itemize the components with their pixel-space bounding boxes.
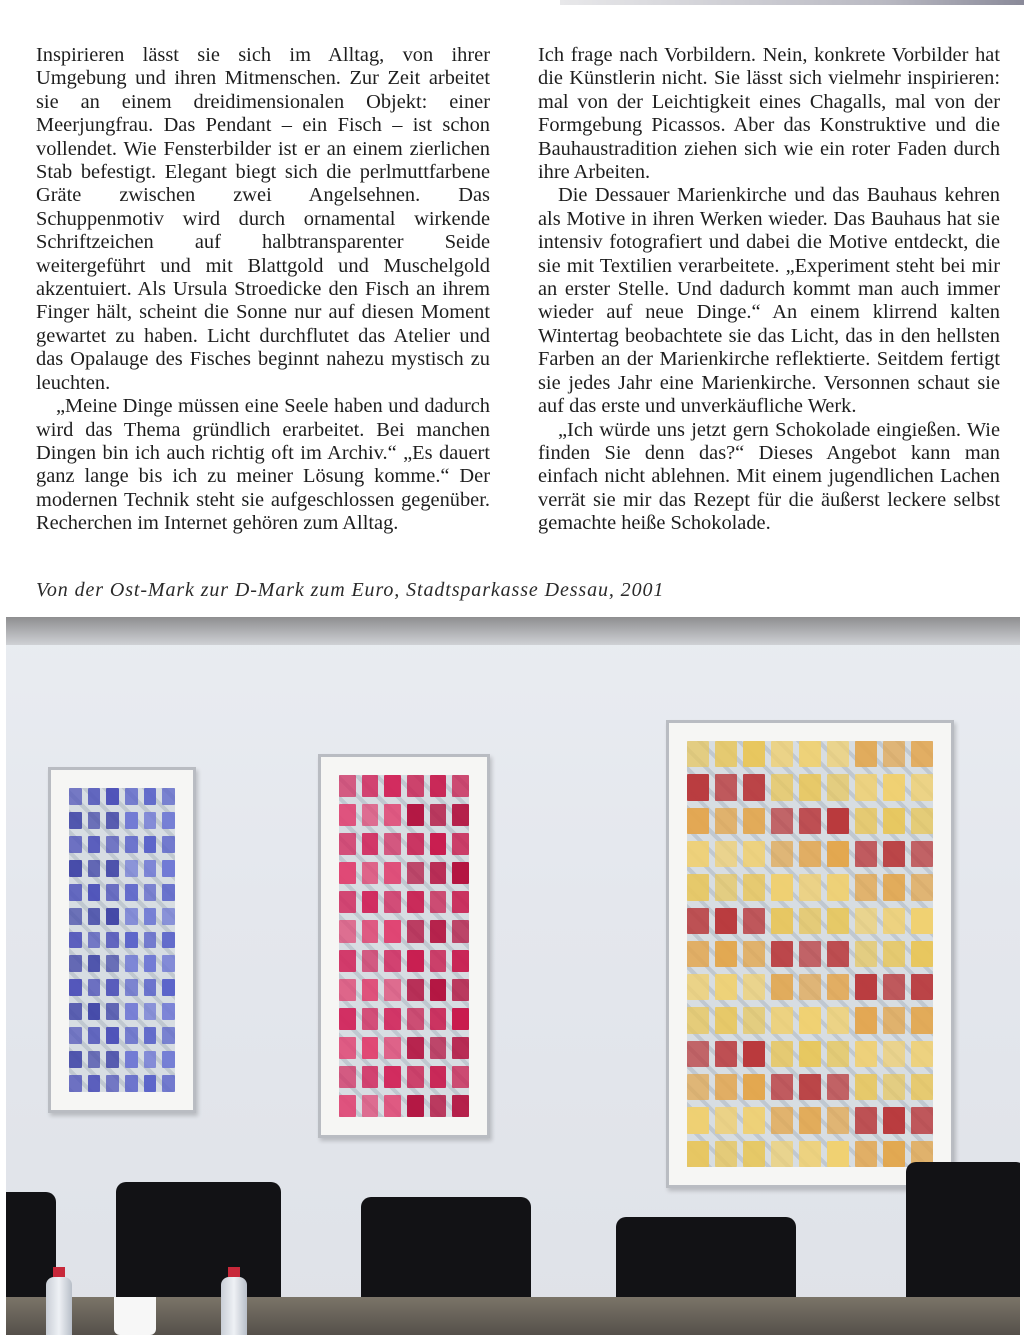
artwork-tile [827, 774, 849, 800]
artwork-tile [827, 1074, 849, 1100]
framed-artwork-blue [48, 767, 196, 1113]
artwork-tile [452, 1066, 469, 1088]
artwork-tile [106, 932, 119, 949]
artwork-tile [125, 1027, 138, 1044]
artwork-tile [452, 833, 469, 855]
artwork-tile [339, 979, 356, 1001]
artwork-tile [430, 1095, 447, 1117]
artwork-tile [69, 908, 82, 925]
artwork-tile [827, 908, 849, 934]
artwork-tile [362, 1066, 379, 1088]
artwork-tile [743, 974, 765, 1000]
artwork-tile [799, 1041, 821, 1067]
artwork-tile [144, 884, 157, 901]
artwork-tile [384, 891, 401, 913]
artwork-tile [911, 741, 933, 767]
artwork-tile [125, 788, 138, 805]
artwork-tile [743, 1107, 765, 1133]
artwork-tile [88, 836, 101, 853]
artwork-tile [911, 1007, 933, 1033]
artwork-tile [339, 775, 356, 797]
artwork-tile [69, 788, 82, 805]
artwork-tile [827, 741, 849, 767]
artwork-tile [362, 979, 379, 1001]
artwork-canvas [69, 788, 175, 1092]
artwork-tile [430, 1037, 447, 1059]
water-bottle [46, 1277, 72, 1335]
artwork-tile [162, 860, 175, 877]
artwork-tile [144, 836, 157, 853]
artwork-tile [883, 774, 905, 800]
artwork-tile [362, 1037, 379, 1059]
artwork-tile [799, 974, 821, 1000]
artwork-tile [106, 1075, 119, 1092]
artwork-tile [88, 1051, 101, 1068]
artwork-tile [88, 1003, 101, 1020]
artwork-tile [362, 804, 379, 826]
artwork-tile [144, 908, 157, 925]
artwork-tile [771, 774, 793, 800]
artwork-tile [452, 979, 469, 1001]
artwork-tile [407, 891, 424, 913]
artwork-tile [715, 1074, 737, 1100]
framed-artwork-yellow [666, 720, 954, 1188]
artwork-tile [162, 932, 175, 949]
artwork-tile [339, 1008, 356, 1030]
artwork-tile [743, 741, 765, 767]
artwork-tile [88, 788, 101, 805]
artwork-tile [362, 891, 379, 913]
artwork-tile [144, 1075, 157, 1092]
artwork-tile [339, 920, 356, 942]
artwork-tile [855, 908, 877, 934]
artwork-tile [687, 808, 709, 834]
artwork-tile [855, 1107, 877, 1133]
artwork-tile [855, 774, 877, 800]
artwork-tile [384, 775, 401, 797]
artwork-tile [687, 741, 709, 767]
artwork-tile [162, 836, 175, 853]
artwork-tile [855, 1007, 877, 1033]
artwork-tile [384, 1037, 401, 1059]
artwork-tile [911, 808, 933, 834]
artwork-tile [452, 891, 469, 913]
artwork-tile [430, 979, 447, 1001]
artwork-tile [362, 862, 379, 884]
artwork-tile [883, 1141, 905, 1167]
coffee-cup [114, 1297, 156, 1335]
artwork-tile [162, 788, 175, 805]
artwork-tile [407, 920, 424, 942]
artwork-tile [362, 833, 379, 855]
artwork-tile [362, 1008, 379, 1030]
artwork-tile [911, 774, 933, 800]
artwork-tile [407, 833, 424, 855]
artwork-tile [144, 1027, 157, 1044]
artwork-tile [106, 1051, 119, 1068]
framed-artwork-red [318, 754, 490, 1138]
artwork-tile [407, 1008, 424, 1030]
artwork-tile [715, 974, 737, 1000]
artwork-tile [799, 1074, 821, 1100]
artwork-tile [430, 804, 447, 826]
artwork-tile [384, 1066, 401, 1088]
paragraph: Ich frage nach Vorbildern. Nein, konkrete Vorbilder hat die Künstlerin nicht. Sie lässt sich vielmehr inspirieren: mal von der Leichtigkeit eines Chagalls, mal von der Formgebung Picassos. Aber das Konstruktive und die Bauhaustradition ziehen sich wie ein roter Faden durch ihre Arbeiten. [538, 44, 1000, 184]
artwork-tile [162, 1051, 175, 1068]
artwork-tile [743, 1141, 765, 1167]
artwork-tile [162, 979, 175, 996]
artwork-tile [430, 1008, 447, 1030]
artwork-tile [125, 1051, 138, 1068]
artwork-tile [687, 1007, 709, 1033]
artwork-tile [430, 833, 447, 855]
artwork-tile [799, 741, 821, 767]
artwork-tile [799, 874, 821, 900]
paragraph: Inspirieren lässt sie sich im Alltag, von ihrer Umgebung und ihren Mitmenschen. Zur Zeit arbeitet sie an einem dreidimensionalen Objekt: einer Meerjungfrau. Das Pendant – ein Fisch – ist schon vollendet. Wie Fensterbilder ist er an einem zierlichen Stab befestigt. Elegant biegt sich die perlmuttfarbene Gräte zwischen zwei Angelsehnen. Das Schuppenmotiv wird durch ornamental wirkende Schriftzeichen auf halbtransparenter Seide weitergeführt und mit Blattgold und Muschelgold akzentuiert. Als Ursula Stroedicke den Fisch an ihrem Finger hält, scheint die Sonne nur auf diesen Moment gewartet zu haben. Licht durchflutet das Atelier und das Opalauge des Fisches beginnt nahezu mystisch zu leuchten. [36, 44, 490, 394]
artwork-tile [743, 941, 765, 967]
artwork-tile [452, 1095, 469, 1117]
artwork-tile [743, 874, 765, 900]
artwork-tile [125, 836, 138, 853]
chair [116, 1182, 281, 1302]
artwork-tile [407, 979, 424, 1001]
artwork-tile [799, 808, 821, 834]
artwork-tile [452, 1037, 469, 1059]
artwork-tile [162, 884, 175, 901]
artwork-tile [743, 808, 765, 834]
artwork-tile [106, 836, 119, 853]
chair [361, 1197, 531, 1309]
artwork-tile [687, 774, 709, 800]
artwork-tile [715, 941, 737, 967]
artwork-tile [743, 1041, 765, 1067]
artwork-tile [339, 1066, 356, 1088]
artwork-tile [743, 841, 765, 867]
artwork-tile [827, 1107, 849, 1133]
artwork-tile [125, 955, 138, 972]
artwork-tile [106, 908, 119, 925]
artwork-tile [162, 908, 175, 925]
artwork-tile [69, 955, 82, 972]
artwork-tile [687, 874, 709, 900]
artwork-tile [743, 774, 765, 800]
artwork-tile [384, 862, 401, 884]
artwork-tile [88, 884, 101, 901]
artwork-tile [911, 1107, 933, 1133]
artwork-tile [430, 891, 447, 913]
gallery-photo [6, 617, 1020, 1335]
artwork-tile [125, 979, 138, 996]
artwork-tile [883, 1074, 905, 1100]
artwork-tile [911, 941, 933, 967]
artwork-tile [125, 884, 138, 901]
artwork-tile [452, 804, 469, 826]
artwork-tile [715, 841, 737, 867]
artwork-tile [799, 774, 821, 800]
artwork-tile [827, 1007, 849, 1033]
artwork-tile [911, 1041, 933, 1067]
artwork-tile [339, 891, 356, 913]
artwork-tile [69, 932, 82, 949]
artwork-tile [339, 804, 356, 826]
photo-caption: Von der Ost-Mark zur D-Mark zum Euro, Stadtsparkasse Dessau, 2001 [36, 579, 665, 601]
artwork-tile [911, 974, 933, 1000]
artwork-tile [144, 812, 157, 829]
artwork-tile [452, 950, 469, 972]
artwork-tile [743, 1074, 765, 1100]
artwork-tile [384, 804, 401, 826]
artwork-tile [69, 860, 82, 877]
artwork-tile [430, 862, 447, 884]
artwork-tile [855, 941, 877, 967]
artwork-tile [106, 979, 119, 996]
artwork-tile [452, 1008, 469, 1030]
text-column-right [538, 44, 1000, 536]
artwork-tile [855, 874, 877, 900]
artwork-tile [144, 932, 157, 949]
artwork-tile [88, 908, 101, 925]
artwork-tile [88, 1027, 101, 1044]
artwork-tile [362, 775, 379, 797]
artwork-tile [407, 1037, 424, 1059]
artwork-tile [799, 1141, 821, 1167]
paragraph: „Ich würde uns jetzt gern Schokolade eingießen. Wie finden Sie denn das?“ Dieses Angebot kann man einfach nicht ablehnen. Mit einem jugendlichen Lachen verrät sie mir das Rezept für die äußerst leckere selbst gemachte heiße Schokolade. [538, 418, 1000, 535]
artwork-tile [799, 1107, 821, 1133]
artwork-tile [883, 874, 905, 900]
artwork-tile [687, 1074, 709, 1100]
artwork-tile [883, 1041, 905, 1067]
artwork-tile [407, 775, 424, 797]
artwork-tile [911, 874, 933, 900]
artwork-tile [452, 920, 469, 942]
artwork-tile [771, 1074, 793, 1100]
artwork-tile [883, 974, 905, 1000]
artwork-tile [125, 860, 138, 877]
artwork-tile [883, 841, 905, 867]
artwork-tile [771, 841, 793, 867]
artwork-tile [715, 1041, 737, 1067]
artwork-tile [69, 1075, 82, 1092]
artwork-tile [125, 1003, 138, 1020]
artwork-tile [771, 1107, 793, 1133]
artwork-tile [106, 1027, 119, 1044]
artwork-tile [162, 1003, 175, 1020]
artwork-tile [771, 874, 793, 900]
artwork-tile [88, 979, 101, 996]
artwork-tile [771, 1041, 793, 1067]
artwork-tile [69, 1027, 82, 1044]
artwork-tile [715, 1107, 737, 1133]
artwork-tile [883, 1007, 905, 1033]
artwork-tile [384, 1008, 401, 1030]
artwork-tile [430, 920, 447, 942]
artwork-tile [162, 955, 175, 972]
artwork-tile [162, 1075, 175, 1092]
artwork-tile [69, 1003, 82, 1020]
artwork-canvas [687, 741, 933, 1167]
artwork-tile [362, 1095, 379, 1117]
artwork-tile [430, 775, 447, 797]
artwork-tile [384, 1095, 401, 1117]
artwork-tile [339, 833, 356, 855]
artwork-tile [69, 1051, 82, 1068]
artwork-tile [911, 908, 933, 934]
artwork-tile [715, 874, 737, 900]
artwork-canvas [339, 775, 469, 1117]
artwork-tile [715, 808, 737, 834]
artwork-tile [883, 908, 905, 934]
artwork-tile [771, 1141, 793, 1167]
artwork-tile [799, 841, 821, 867]
artwork-tile [407, 950, 424, 972]
artwork-tile [162, 1027, 175, 1044]
paragraph: „Meine Dinge müssen eine Seele haben und dadurch wird das Thema gründlich erarbeitet. Bei manchen Dingen bin ich auch richtig oft im Archiv.“ „Es dauert ganz lange bis ich zu meiner Lösung komme.“ Der modernen Technik steht sie aufgeschlossen gegenüber. Recherchen im Internet gehören zum Alltag. [36, 395, 490, 535]
artwork-tile [125, 932, 138, 949]
artwork-tile [855, 1074, 877, 1100]
artwork-tile [384, 920, 401, 942]
top-edge-line [560, 0, 1024, 5]
artwork-tile [771, 908, 793, 934]
artwork-tile [687, 1041, 709, 1067]
artwork-tile [452, 775, 469, 797]
artwork-tile [799, 908, 821, 934]
artwork-tile [827, 1041, 849, 1067]
artwork-tile [88, 932, 101, 949]
artwork-tile [771, 1007, 793, 1033]
artwork-tile [144, 955, 157, 972]
artwork-tile [144, 1051, 157, 1068]
artwork-tile [106, 955, 119, 972]
paragraph: Die Dessauer Marienkirche und das Bauhaus kehren als Motive in ihren Werken wieder. Das Bauhaus hat sie intensiv fotografiert und dabei die Motive entdeckt, die sie mit Textilien verarbeitete. „Experiment steht bei mir an erster Stelle. Und dadurch kommt man auch immer wieder auf neue Dinge.“ An einem klirrend kalten Wintertag beobachtete sie das Licht, das in den hellsten Farben an der Marienkirche reflektierte. Seitdem fertigt sie jedes Jahr eine Marienkirche. Versonnen schaut sie auf das erste und unverkäufliche Werk. [538, 184, 1000, 418]
artwork-tile [88, 860, 101, 877]
artwork-tile [715, 741, 737, 767]
artwork-tile [687, 941, 709, 967]
ceiling [6, 617, 1020, 645]
artwork-tile [384, 833, 401, 855]
artwork-tile [883, 808, 905, 834]
artwork-tile [125, 1075, 138, 1092]
artwork-tile [430, 1066, 447, 1088]
artwork-tile [144, 788, 157, 805]
artwork-tile [106, 812, 119, 829]
artwork-tile [771, 741, 793, 767]
artwork-tile [855, 841, 877, 867]
artwork-tile [715, 1141, 737, 1167]
artwork-tile [125, 812, 138, 829]
artwork-tile [911, 841, 933, 867]
artwork-tile [715, 908, 737, 934]
artwork-tile [144, 860, 157, 877]
artwork-tile [69, 979, 82, 996]
artwork-tile [88, 812, 101, 829]
artwork-tile [69, 884, 82, 901]
artwork-tile [339, 862, 356, 884]
artwork-tile [144, 1003, 157, 1020]
artwork-tile [855, 1041, 877, 1067]
conference-table [6, 1297, 1020, 1335]
water-bottle [221, 1277, 247, 1335]
artwork-tile [855, 741, 877, 767]
artwork-tile [855, 974, 877, 1000]
artwork-tile [827, 941, 849, 967]
artwork-tile [144, 979, 157, 996]
artwork-tile [883, 941, 905, 967]
artwork-tile [687, 908, 709, 934]
artwork-tile [771, 974, 793, 1000]
artwork-tile [88, 1075, 101, 1092]
artwork-tile [407, 862, 424, 884]
artwork-tile [69, 836, 82, 853]
artwork-tile [827, 974, 849, 1000]
artwork-tile [407, 1095, 424, 1117]
artwork-tile [855, 808, 877, 834]
artwork-tile [883, 1107, 905, 1133]
artwork-tile [715, 774, 737, 800]
artwork-tile [362, 950, 379, 972]
artwork-tile [855, 1141, 877, 1167]
artwork-tile [452, 862, 469, 884]
artwork-tile [339, 1037, 356, 1059]
artwork-tile [69, 812, 82, 829]
artwork-tile [339, 950, 356, 972]
artwork-tile [827, 874, 849, 900]
artwork-tile [384, 950, 401, 972]
artwork-tile [911, 1074, 933, 1100]
artwork-tile [88, 955, 101, 972]
artwork-tile [687, 974, 709, 1000]
artwork-tile [430, 950, 447, 972]
artwork-tile [743, 1007, 765, 1033]
artwork-tile [687, 841, 709, 867]
artwork-tile [827, 1141, 849, 1167]
artwork-tile [771, 808, 793, 834]
artwork-tile [743, 908, 765, 934]
artwork-tile [687, 1107, 709, 1133]
artwork-tile [771, 941, 793, 967]
artwork-tile [106, 884, 119, 901]
artwork-tile [827, 808, 849, 834]
artwork-tile [687, 1141, 709, 1167]
artwork-tile [827, 841, 849, 867]
artwork-tile [339, 1095, 356, 1117]
artwork-tile [407, 1066, 424, 1088]
artwork-tile [799, 941, 821, 967]
text-column-left [36, 44, 490, 536]
artwork-tile [162, 812, 175, 829]
artwork-tile [362, 920, 379, 942]
artwork-tile [106, 788, 119, 805]
artwork-tile [384, 979, 401, 1001]
artwork-tile [407, 804, 424, 826]
artwork-tile [715, 1007, 737, 1033]
artwork-tile [106, 1003, 119, 1020]
artwork-tile [106, 860, 119, 877]
artwork-tile [125, 908, 138, 925]
artwork-tile [799, 1007, 821, 1033]
artwork-tile [883, 741, 905, 767]
